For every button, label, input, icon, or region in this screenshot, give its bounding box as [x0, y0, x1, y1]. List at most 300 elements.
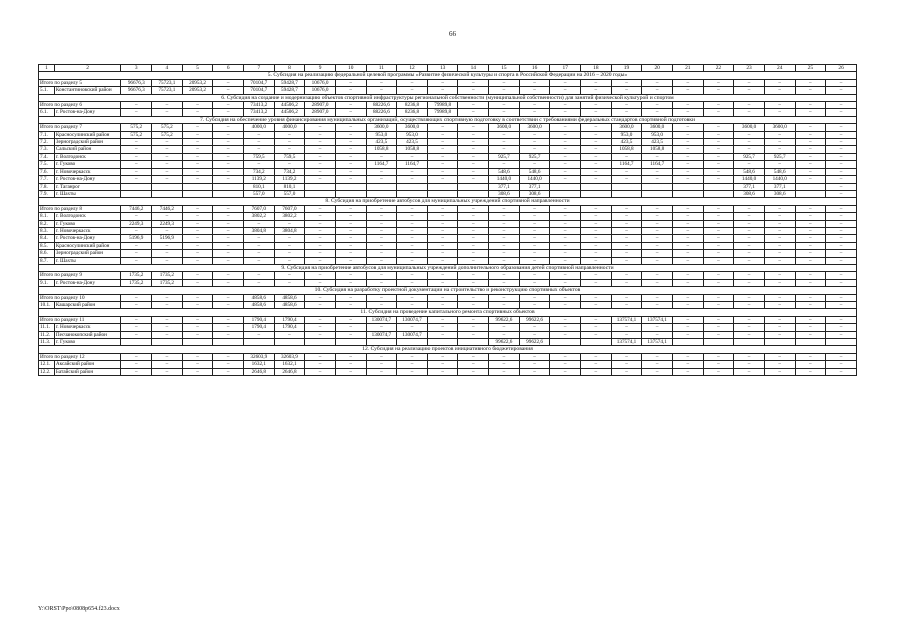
value-cell: –	[519, 87, 550, 94]
value-cell: –	[213, 257, 244, 264]
value-cell: –	[703, 146, 734, 153]
value-cell: –	[366, 79, 397, 86]
value-cell: –	[795, 102, 826, 109]
value-cell: –	[672, 324, 703, 331]
value-cell: –	[764, 79, 795, 86]
municipality-name: Константиновский район	[54, 87, 121, 94]
value-cell: –	[152, 353, 183, 360]
value-cell: –	[458, 176, 489, 183]
value-cell: 423,5	[611, 139, 642, 146]
value-cell: –	[152, 176, 183, 183]
value-cell: –	[427, 353, 458, 360]
value-cell	[672, 339, 703, 346]
value-cell: –	[305, 302, 336, 309]
value-cell: –	[213, 331, 244, 338]
value-cell: 1735,2	[152, 272, 183, 279]
value-cell	[672, 183, 703, 190]
value-cell: –	[734, 294, 765, 301]
value-cell: 377,1	[519, 183, 550, 190]
value-cell: –	[550, 242, 581, 249]
value-cell: –	[335, 279, 366, 286]
value-cell: –	[458, 235, 489, 242]
value-cell: –	[243, 279, 274, 286]
value-cell: –	[213, 146, 244, 153]
value-cell: 3600,0	[611, 124, 642, 131]
value-cell: –	[427, 242, 458, 249]
value-cell	[795, 339, 826, 346]
value-cell: –	[397, 220, 428, 227]
value-cell: 953,0	[366, 131, 397, 138]
municipality-name: г. Шахты	[54, 257, 121, 264]
value-cell: –	[397, 302, 428, 309]
value-cell: –	[642, 250, 673, 257]
value-cell: –	[458, 361, 489, 368]
table-row	[39, 257, 857, 264]
value-cell: –	[764, 368, 795, 375]
row-number: 10.1.	[39, 302, 55, 309]
value-cell: –	[489, 205, 520, 212]
municipality-name: Аксайский район	[54, 361, 121, 368]
value-cell: –	[795, 302, 826, 309]
column-number: 18	[581, 65, 612, 72]
value-cell: –	[734, 242, 765, 249]
column-number: 8	[274, 65, 305, 72]
value-cell: 4000,0	[243, 124, 274, 131]
value-cell: –	[335, 316, 366, 323]
column-number: 11	[366, 65, 397, 72]
total-label: Итого по разделу 6	[39, 102, 121, 109]
value-cell: –	[519, 146, 550, 153]
value-cell: 99622,6	[489, 339, 520, 346]
value-cell: –	[795, 176, 826, 183]
value-cell: –	[550, 161, 581, 168]
value-cell: –	[458, 227, 489, 234]
section-title-row	[39, 116, 857, 123]
value-cell: –	[427, 257, 458, 264]
municipality-name: Зерноградский район	[54, 139, 121, 146]
total-label: Итого по разделу 12	[39, 353, 121, 360]
value-cell: –	[427, 205, 458, 212]
value-cell: 130074,7	[366, 331, 397, 338]
value-cell: –	[795, 153, 826, 160]
value-cell: –	[243, 131, 274, 138]
value-cell: –	[611, 242, 642, 249]
value-cell: –	[826, 250, 857, 257]
value-cell: –	[213, 250, 244, 257]
value-cell: –	[550, 139, 581, 146]
value-cell: –	[121, 227, 152, 234]
value-cell: –	[458, 331, 489, 338]
row-number: 8.2.	[39, 220, 55, 227]
value-cell: –	[182, 242, 213, 249]
value-cell: –	[703, 242, 734, 249]
value-cell: –	[243, 257, 274, 264]
value-cell: –	[519, 131, 550, 138]
value-cell: –	[672, 161, 703, 168]
value-cell: –	[550, 302, 581, 309]
value-cell: –	[795, 220, 826, 227]
value-cell: –	[182, 213, 213, 220]
value-cell: –	[611, 294, 642, 301]
value-cell: –	[642, 176, 673, 183]
value-cell: –	[611, 168, 642, 175]
value-cell: –	[335, 302, 366, 309]
value-cell: –	[764, 131, 795, 138]
value-cell: –	[795, 324, 826, 331]
value-cell: –	[152, 250, 183, 257]
value-cell: 4858,6	[274, 302, 305, 309]
value-cell: –	[213, 139, 244, 146]
value-cell: –	[734, 227, 765, 234]
value-cell: 925,7	[764, 153, 795, 160]
value-cell: –	[703, 324, 734, 331]
value-cell: –	[427, 331, 458, 338]
value-cell: –	[672, 235, 703, 242]
value-cell: 810,1	[274, 183, 305, 190]
value-cell: –	[826, 227, 857, 234]
value-cell: –	[550, 316, 581, 323]
value-cell: –	[427, 213, 458, 220]
value-cell: –	[213, 131, 244, 138]
value-cell: –	[366, 257, 397, 264]
value-cell: –	[121, 102, 152, 109]
value-cell: –	[335, 361, 366, 368]
municipality-name: г. Гуково	[54, 220, 121, 227]
value-cell	[703, 190, 734, 197]
value-cell: 953,0	[611, 131, 642, 138]
value-cell: –	[764, 205, 795, 212]
value-cell: –	[458, 294, 489, 301]
municipality-name: Кашарский район	[54, 302, 121, 309]
value-cell	[795, 190, 826, 197]
value-cell: –	[734, 109, 765, 116]
value-cell: –	[611, 324, 642, 331]
value-cell: –	[458, 205, 489, 212]
value-cell	[581, 183, 612, 190]
value-cell: 1790,4	[274, 316, 305, 323]
value-cell: –	[305, 168, 336, 175]
value-cell: –	[826, 146, 857, 153]
value-cell: –	[672, 168, 703, 175]
value-cell: –	[335, 227, 366, 234]
value-cell: –	[734, 316, 765, 323]
value-cell: –	[305, 250, 336, 257]
value-cell: –	[703, 213, 734, 220]
value-cell: –	[152, 331, 183, 338]
value-cell: –	[427, 272, 458, 279]
value-cell: –	[734, 361, 765, 368]
value-cell: –	[519, 250, 550, 257]
value-cell: 575,2	[152, 131, 183, 138]
value-cell: –	[213, 242, 244, 249]
value-cell: 20953,2	[182, 87, 213, 94]
value-cell: –	[581, 220, 612, 227]
value-cell: 3802,2	[274, 213, 305, 220]
value-cell: –	[581, 161, 612, 168]
value-cell	[764, 339, 795, 346]
value-cell: –	[642, 168, 673, 175]
table-row	[39, 168, 857, 175]
section-total-row	[39, 124, 857, 131]
value-cell: –	[734, 279, 765, 286]
value-cell: –	[213, 361, 244, 368]
file-path-footer: Y:\ORST\Ppo\0808p654.f23.docx	[38, 606, 120, 612]
value-cell: –	[764, 139, 795, 146]
value-cell: –	[519, 235, 550, 242]
value-cell: –	[672, 213, 703, 220]
row-number: 9.1.	[39, 279, 55, 286]
value-cell: 96676,3	[121, 87, 152, 94]
value-cell: –	[764, 213, 795, 220]
value-cell: –	[305, 279, 336, 286]
value-cell: 1164,7	[397, 161, 428, 168]
value-cell: –	[826, 176, 857, 183]
value-cell: –	[519, 272, 550, 279]
value-cell: –	[274, 242, 305, 249]
value-cell: –	[305, 146, 336, 153]
value-cell: –	[458, 353, 489, 360]
value-cell: –	[121, 353, 152, 360]
value-cell	[734, 339, 765, 346]
value-cell: –	[427, 294, 458, 301]
value-cell: –	[213, 302, 244, 309]
value-cell: –	[243, 235, 274, 242]
value-cell: –	[703, 139, 734, 146]
column-number: 25	[795, 65, 826, 72]
value-cell: –	[826, 139, 857, 146]
section-title-row	[39, 198, 857, 205]
value-cell: –	[243, 242, 274, 249]
value-cell: –	[427, 79, 458, 86]
value-cell: –	[734, 102, 765, 109]
value-cell: 3600,0	[764, 124, 795, 131]
value-cell: –	[550, 153, 581, 160]
value-cell: 423,5	[642, 139, 673, 146]
section-total-row	[39, 102, 857, 109]
value-cell: –	[795, 242, 826, 249]
value-cell: –	[703, 79, 734, 86]
value-cell: –	[182, 109, 213, 116]
value-cell: –	[335, 324, 366, 331]
value-cell: –	[366, 279, 397, 286]
value-cell: –	[427, 220, 458, 227]
value-cell	[826, 339, 857, 346]
value-cell: –	[826, 331, 857, 338]
value-cell: –	[335, 205, 366, 212]
value-cell: –	[182, 205, 213, 212]
value-cell	[366, 190, 397, 197]
value-cell: 7446,2	[152, 205, 183, 212]
value-cell: –	[826, 353, 857, 360]
value-cell: –	[550, 213, 581, 220]
value-cell: –	[152, 227, 183, 234]
row-number: 7.1.	[39, 131, 55, 138]
value-cell: –	[335, 131, 366, 138]
value-cell: –	[458, 368, 489, 375]
value-cell: 575,2	[152, 124, 183, 131]
table-row	[39, 331, 857, 338]
value-cell: 1164,7	[366, 161, 397, 168]
row-number: 5.1.	[39, 87, 55, 94]
value-cell	[305, 183, 336, 190]
value-cell: 1790,4	[243, 324, 274, 331]
value-cell: 3600,0	[366, 124, 397, 131]
value-cell: –	[519, 353, 550, 360]
value-cell: –	[152, 161, 183, 168]
value-cell: 99622,6	[519, 316, 550, 323]
value-cell: –	[366, 250, 397, 257]
value-cell: 1058,8	[397, 146, 428, 153]
value-cell: 1632,1	[243, 361, 274, 368]
column-number: 2	[54, 65, 121, 72]
value-cell: –	[213, 368, 244, 375]
value-cell: –	[703, 161, 734, 168]
value-cell: –	[550, 361, 581, 368]
value-cell: –	[121, 139, 152, 146]
value-cell: –	[764, 257, 795, 264]
value-cell: –	[397, 227, 428, 234]
value-cell: –	[121, 168, 152, 175]
value-cell: –	[826, 124, 857, 131]
value-cell: 1139,2	[243, 176, 274, 183]
value-cell: 575,2	[121, 131, 152, 138]
value-cell	[213, 339, 244, 346]
value-cell: –	[672, 331, 703, 338]
value-cell: –	[489, 361, 520, 368]
value-cell: –	[826, 257, 857, 264]
value-cell	[121, 183, 152, 190]
value-cell: –	[703, 294, 734, 301]
value-cell: –	[213, 279, 244, 286]
value-cell: –	[121, 294, 152, 301]
value-cell: –	[581, 316, 612, 323]
value-cell: –	[519, 242, 550, 249]
value-cell: –	[642, 272, 673, 279]
value-cell: –	[489, 79, 520, 86]
value-cell: –	[397, 368, 428, 375]
value-cell: –	[703, 176, 734, 183]
section-title: 11. Субсидия на проведение капитального ремонта спортивных объектов	[39, 309, 857, 316]
value-cell: –	[427, 176, 458, 183]
value-cell: –	[121, 361, 152, 368]
value-cell: –	[458, 102, 489, 109]
value-cell: –	[703, 109, 734, 116]
value-cell: 548,6	[489, 168, 520, 175]
column-number: 23	[734, 65, 765, 72]
value-cell: –	[611, 109, 642, 116]
value-cell	[152, 339, 183, 346]
value-cell: –	[366, 153, 397, 160]
value-cell: –	[734, 139, 765, 146]
value-cell: –	[764, 220, 795, 227]
value-cell: –	[550, 146, 581, 153]
value-cell: –	[519, 79, 550, 86]
value-cell: –	[611, 102, 642, 109]
value-cell: –	[672, 176, 703, 183]
value-cell: –	[335, 168, 366, 175]
value-cell: 953,0	[397, 131, 428, 138]
value-cell: –	[826, 242, 857, 249]
value-cell: –	[305, 257, 336, 264]
value-cell: –	[581, 176, 612, 183]
value-cell: –	[795, 205, 826, 212]
value-cell: –	[366, 227, 397, 234]
value-cell: –	[182, 316, 213, 323]
value-cell: –	[213, 102, 244, 109]
value-cell: –	[305, 220, 336, 227]
value-cell: –	[305, 361, 336, 368]
value-cell: –	[213, 161, 244, 168]
value-cell: –	[642, 361, 673, 368]
value-cell: –	[335, 124, 366, 131]
value-cell: –	[764, 161, 795, 168]
total-label: Итого по разделу 8	[39, 205, 121, 212]
value-cell: –	[703, 368, 734, 375]
value-cell: –	[642, 235, 673, 242]
value-cell: –	[458, 124, 489, 131]
value-cell: –	[366, 220, 397, 227]
value-cell: –	[611, 272, 642, 279]
column-number: 3	[121, 65, 152, 72]
value-cell: –	[703, 102, 734, 109]
column-number: 22	[703, 65, 734, 72]
value-cell: –	[581, 124, 612, 131]
value-cell: –	[734, 302, 765, 309]
value-cell: –	[764, 353, 795, 360]
value-cell: –	[182, 124, 213, 131]
value-cell: –	[826, 161, 857, 168]
value-cell: –	[152, 102, 183, 109]
value-cell: –	[734, 235, 765, 242]
section-title: 9. Субсидия на приобретение автобусов для муниципальных учреждений дополнительного образования детей спортивной направленности	[39, 264, 857, 271]
value-cell: –	[274, 146, 305, 153]
value-cell: 1164,7	[611, 161, 642, 168]
value-cell: –	[734, 272, 765, 279]
value-cell: –	[611, 250, 642, 257]
value-cell: –	[611, 227, 642, 234]
value-cell: –	[672, 87, 703, 94]
value-cell: –	[243, 272, 274, 279]
value-cell: –	[274, 272, 305, 279]
section-title: 10. Субсидия на разработку проектной документации на строительство и реконструкцию спортивных объектов	[39, 287, 857, 294]
value-cell: –	[182, 220, 213, 227]
value-cell: –	[182, 302, 213, 309]
value-cell: –	[335, 153, 366, 160]
value-cell: –	[826, 294, 857, 301]
value-cell: 575,2	[121, 124, 152, 131]
value-cell: –	[366, 235, 397, 242]
value-cell: –	[458, 302, 489, 309]
value-cell: –	[703, 302, 734, 309]
value-cell: –	[243, 139, 274, 146]
value-cell: 1440,0	[489, 176, 520, 183]
value-cell: 75723,1	[152, 87, 183, 94]
municipality-name: Батайский район	[54, 368, 121, 375]
value-cell: –	[519, 213, 550, 220]
value-cell: –	[550, 294, 581, 301]
value-cell: –	[121, 242, 152, 249]
value-cell: 2646,8	[274, 368, 305, 375]
municipality-name: г. Волгодонск	[54, 153, 121, 160]
value-cell: –	[213, 294, 244, 301]
value-cell: –	[734, 257, 765, 264]
value-cell: –	[581, 109, 612, 116]
value-cell: –	[213, 316, 244, 323]
value-cell: –	[121, 368, 152, 375]
column-number: 1	[39, 65, 55, 72]
column-number: 26	[826, 65, 857, 72]
value-cell: 925,7	[489, 153, 520, 160]
